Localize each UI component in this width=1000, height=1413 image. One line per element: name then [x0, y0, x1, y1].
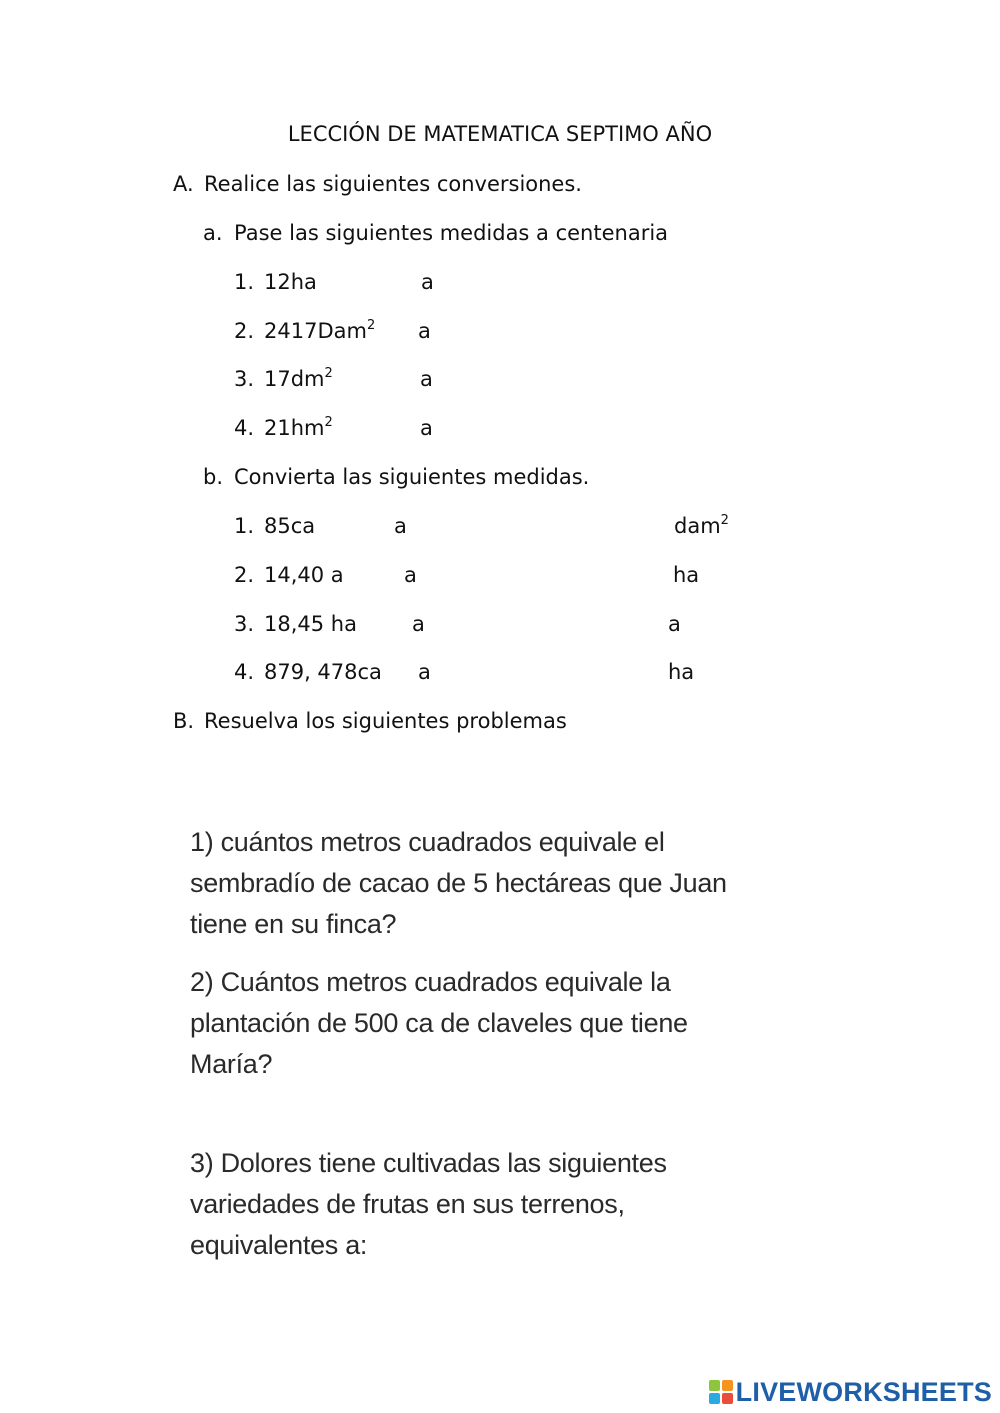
part-a-heading: Pase las siguientes medidas a centenaria: [234, 221, 669, 245]
brand-name: LIVEWORKSHEETS: [735, 1376, 992, 1407]
problem-line: 1) cuántos metros cuadrados equivale el: [190, 827, 665, 857]
item-target-unit: ha: [668, 660, 695, 684]
item-connector: a: [412, 612, 425, 636]
item-connector: a: [404, 563, 417, 587]
logo-tile-green: [709, 1380, 720, 1391]
item-value: $17dm^2$: [264, 366, 333, 391]
part-b-heading: Convierta las siguientes medidas.: [234, 465, 590, 489]
problem-line: variedades de frutas en sus terrenos,: [190, 1189, 625, 1219]
logo-tile-blue: [709, 1393, 720, 1404]
item-value: 18,45 ha: [264, 612, 357, 636]
problem-2: [190, 962, 688, 1085]
item-number: 3.: [234, 612, 255, 636]
section-a-marker: A.: [173, 172, 194, 196]
item-connector: a: [394, 514, 407, 538]
item-connector: a: [421, 270, 434, 294]
item-target-unit: ha: [673, 563, 700, 587]
problem-line: María?: [190, 1049, 273, 1079]
item-number: 2.: [234, 563, 255, 587]
item-number: 2.: [234, 319, 255, 343]
item-number: 3.: [234, 367, 255, 391]
liveworksheets-brand: [708, 1377, 992, 1407]
problem-line: 3) Dolores tiene cultivadas las siguientes: [190, 1148, 667, 1178]
item-value: 14,40 a: [264, 563, 344, 587]
liveworksheets-logo-icon: [708, 1379, 734, 1405]
item-number: 4.: [234, 660, 255, 684]
page-title: LECCIÓN DE MATEMATICA SEPTIMO AÑO: [287, 122, 713, 146]
problem-line: 2) Cuántos metros cuadrados equivale la: [190, 967, 671, 997]
logo-tile-red: [722, 1393, 733, 1404]
section-a-heading: Realice las siguientes conversiones.: [204, 172, 582, 196]
problem-line: tiene en su finca?: [190, 909, 397, 939]
section-b-marker: B.: [173, 709, 195, 733]
problem-line: sembradío de cacao de 5 hectáreas que Juan: [190, 868, 727, 898]
item-value: $21hm^2$: [264, 415, 333, 440]
item-value: 2417Dam$^2$: [264, 318, 376, 343]
item-connector: a: [420, 416, 433, 440]
item-value: 12ha: [264, 270, 317, 294]
item-value: 879, 478ca: [264, 660, 382, 684]
problem-line: equivalentes a:: [190, 1230, 368, 1260]
item-target-unit: dam$^2$: [674, 513, 729, 538]
part-a-marker: a.: [203, 221, 223, 245]
item-connector: a: [418, 319, 431, 343]
item-target-unit: a: [668, 612, 681, 636]
item-value: 85ca: [264, 514, 316, 538]
item-number: 4.: [234, 416, 255, 440]
item-number: 1.: [234, 270, 255, 294]
item-connector: a: [418, 660, 431, 684]
item-number: 1.: [234, 514, 255, 538]
problem-1: [190, 822, 727, 945]
problem-3: [190, 1143, 667, 1266]
logo-tile-orange: [722, 1380, 733, 1391]
item-connector: a: [420, 367, 433, 391]
part-b-marker: b.: [203, 465, 224, 489]
problem-line: plantación de 500 ca de claveles que tiene: [190, 1008, 688, 1038]
section-b-heading: Resuelva los siguientes problemas: [204, 709, 567, 733]
